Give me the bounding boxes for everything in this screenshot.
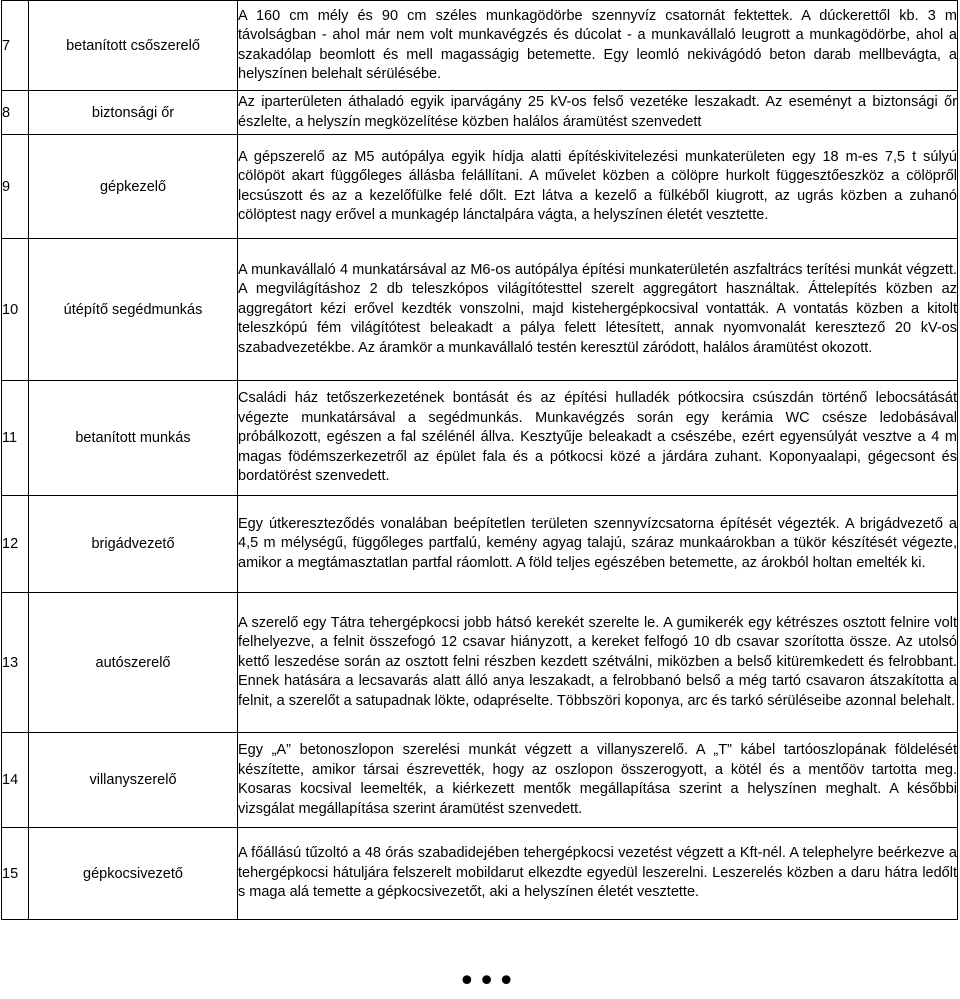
job-title: biztonsági őr (29, 91, 238, 135)
table-row (2, 496, 958, 593)
row-number: 15 (2, 828, 29, 920)
accident-description: Egy „A” betonoszlopon szerelési munkát végzett a villanyszerelő. A „T” kábel tartóoszlopának földelését készítette, amikor társai észrevették, hogy az oszlopon összerogyott, a kötél és a mentőöv tartotta meg. Kosaras kocsival leemelték, a kiérkezett mentők megállapítása szerint a helyszínen meghalt. A későbbi vizsgálat megállapítása szerint áramütést szenvedett. (238, 733, 958, 828)
row-number: 10 (2, 239, 29, 381)
accident-description: Egy útkereszteződés vonalában beépítetlen területen szennyvízcsatorna építését végezték. A brigádvezető a 4,5 m mélységű, függőleges partfalú, kemény agyag talajú, száraz munkaárokban a tükör készítését végezte, amikor a megtámasztatlan partfal ráomlott. A föld teljes egészében betemette, az árokból holtan emelték ki. (238, 496, 958, 593)
job-title: betanított munkás (29, 381, 238, 496)
row-number: 9 (2, 135, 29, 239)
row-number: 12 (2, 496, 29, 593)
table-row (2, 733, 958, 828)
row-number: 14 (2, 733, 29, 828)
row-number: 7 (2, 1, 29, 91)
job-title: autószerelő (29, 593, 238, 733)
job-title: útépítő segédmunkás (29, 239, 238, 381)
job-title: gépkocsivezető (29, 828, 238, 920)
continuation-ellipsis: ••• (458, 964, 518, 999)
table-row (2, 239, 958, 381)
accident-description: Az iparterületen áthaladó egyik iparvágány 25 kV-os felső vezetéke leszakadt. Az eseményt a biztonsági őr észlelte, a helyszín megközelítése közben halálos áramütést szenvedett (238, 91, 958, 135)
job-title: villanyszerelő (29, 733, 238, 828)
accident-description: A főállású tűzoltó a 48 órás szabadidejében tehergépkocsi vezetést végzett a Kft-nél. A telephelyre beérkezve a tehergépkocsi hátuljára felszerelt mobildarut elkezdte egyedül leszerelni. Leszerelés közben a daru hátra ledőlt s maga alá temette a gépkocsivezetőt, aki a helyszínen életét vesztette. (238, 828, 958, 920)
table-row (2, 135, 958, 239)
accident-table (1, 0, 958, 920)
job-title: brigádvezető (29, 496, 238, 593)
job-title: betanított csőszerelő (29, 1, 238, 91)
table-row (2, 1, 958, 91)
table-row (2, 91, 958, 135)
job-title: gépkezelő (29, 135, 238, 239)
row-number: 11 (2, 381, 29, 496)
accident-description: A szerelő egy Tátra tehergépkocsi jobb hátsó kerekét szerelte le. A gumikerék egy kétrészes osztott felnire volt felhelyezve, a felnit összefogó 12 csavar hiányzott, a kereket felfogó 10 db csavar szorította össze. Az utolsó kettő leszedése során az osztott felni részben kezdett szétválni, miközben a belső kitüremkedett és felrobbant. Ennek hatására a lecsavarás alatt álló anya leszakadt, a felrobbanó belső a még tartó csavaron átszakította a felnit, a szerelőt a satupadnak lökte, odapréselte. Többszöri koponya, arc és tarkó sérüléseibe azonnal belehalt. (238, 593, 958, 733)
accident-description: A gépszerelő az M5 autópálya egyik hídja alatti építéskivitelezési munkaterületen egy 18 m-es 7,5 t súlyú cölöpöt akart függőleges állásba felállítani. A művelet közben a cölöpre hurkolt függesztőeszköz a cölöpről lecsúszott és az a kezelőfülke felé dőlt. Ezt látva a kezelő a fülkéből kiugrott, az ugrás közben a zuhanó cölöptest nagy erővel a munkagép lánctalpára vágta, a helyszínen életét vesztette. (238, 135, 958, 239)
table-row (2, 593, 958, 733)
row-number: 8 (2, 91, 29, 135)
table-row (2, 381, 958, 496)
table-row (2, 828, 958, 920)
accident-description: A munkavállaló 4 munkatársával az M6-os autópálya építési munkaterületén aszfaltrács terítési munkát végzett. A megvilágításhoz 2 db teleszkópos világítótesttel szerelt aggregátort használtak. Áttelepítés közben az aggregátort kézi erővel kezdték vonszolni, majd kistehergépkocsival vontatták. A vontatás közben a kitolt teleszkópú fém világítótest beleakadt a pálya felett létesített, annak nyomvonalát keresztező 20 kV-os szabadvezetékbe. Az áramkör a munkavállaló testén keresztül záródott, halálos áramütést okozott. (238, 239, 958, 381)
accident-description: A 160 cm mély és 90 cm széles munkagödörbe szennyvíz csatornát fektettek. A dúckerettől kb. 3 m távolságban - ahol már nem volt munkavégzés és dúcolat - a munkavállaló leugrott a munkagödörbe, ahol a szakadólap beomlott és mell magasságig betemette. Egy leomló nekivágódó beton darab mellbevágta, a helyszínen belehalt sérülésébe. (238, 1, 958, 91)
accident-description: Családi ház tetőszerkezetének bontását és az építési hulladék pótkocsira csúszdán történő lebocsátását végezte munkatársával a segédmunkás. Munkavégzés során egy kerámia WC csésze ledobásával próbálkozott, egészen a fal szélénél állva. Kesztyűje beleakadt a csészébe, ezért egyensúlyát vesztve a 4 m magas födémszerkezetről az épület fala és a pótkocsi közé a járdára zuhant. Koponyaalapi, gégecsont és bordatörést szenvedett. (238, 381, 958, 496)
row-number: 13 (2, 593, 29, 733)
